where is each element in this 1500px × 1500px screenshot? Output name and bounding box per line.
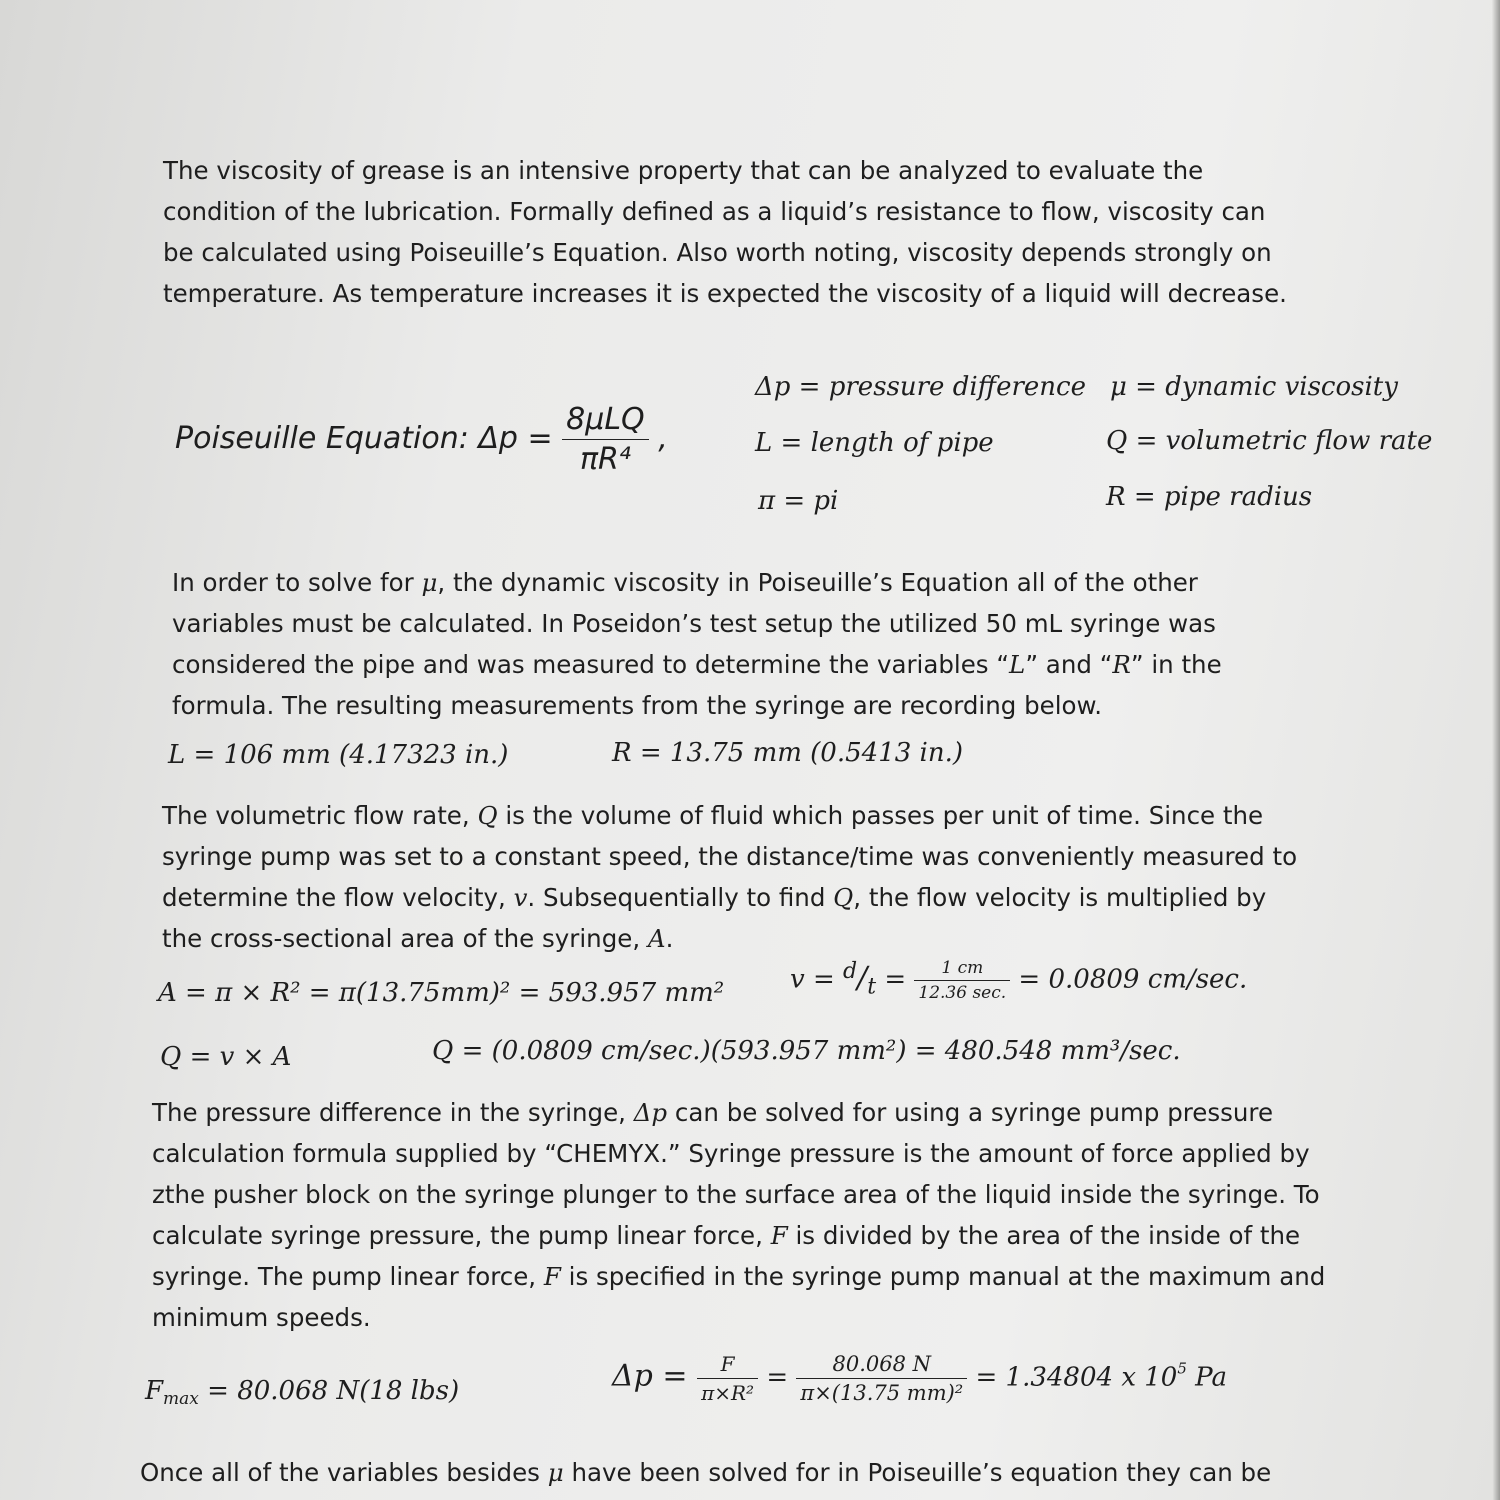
closing-paragraph: Once all of the variables besides μ have been solved for in Poiseuille’s equation they can be bbox=[140, 1458, 1272, 1487]
var-volumetric-flow-rate: Q = volumetric flow rate bbox=[1106, 426, 1433, 456]
poiseuille-denominator: πR⁴ bbox=[579, 442, 631, 477]
velocity-numerator: 1 cm bbox=[914, 958, 1010, 981]
poiseuille-equation bbox=[175, 402, 668, 477]
syringe-measurement-paragraph: In order to solve for μ, the dynamic viscosity in Poiseuille’s Equation all of the other variables must be calculated. In Poseidon’s test setup the utilized 50 mL syringe was considered the pipe and was measured to determine the variables “L” and “R” in the formula. The resulting measurements from the syringe are recording below. bbox=[172, 568, 1222, 720]
velocity-denominator: 12.36 sec. bbox=[918, 983, 1007, 1003]
var-pi: π = pi bbox=[758, 486, 839, 516]
pressure-fraction-numeric: $\frac{80.068 N}{\text{π×(13.75 mm)²}}$ bbox=[796, 1352, 967, 1405]
radius-measurement: R = 13.75 mm (0.5413 in.) bbox=[612, 738, 964, 768]
poiseuille-numerator: 8μLQ bbox=[562, 402, 649, 440]
poiseuille-label: Poiseuille Equation: Δp = bbox=[175, 421, 563, 456]
fmax-value: $F_{max} = 80.068$ N(18 lbs) bbox=[145, 1376, 460, 1409]
var-pressure-difference: Δp = pressure difference bbox=[755, 372, 1086, 402]
flow-rate-paragraph: The volumetric flow rate, Q is the volume of fluid which passes per unit of time. Since the syringe pump was set to a constant speed, the distance/time was conveniently measured to determine the flow velocity, v. Subsequentially to find Q, the flow velocity is multiplied by the cross-sectional area of the syringe, A. bbox=[162, 801, 1298, 953]
velocity-equation: $v = ^d/_t$ = $\frac{1 cm}{12.36 \sec.}$ = 0.0809 cm/sec. bbox=[790, 958, 1248, 1003]
pressure-fraction-symbolic: $\frac{F}{\text{π×R²}}$ bbox=[697, 1352, 758, 1405]
var-pipe-radius: R = pipe radius bbox=[1106, 482, 1313, 512]
velocity-fraction bbox=[914, 958, 1010, 1003]
poiseuille-fraction bbox=[562, 402, 649, 477]
area-equation: A = π × R² = π(13.75mm)² = 593.957 mm² bbox=[158, 978, 725, 1008]
var-dynamic-viscosity: μ = dynamic viscosity bbox=[1110, 372, 1398, 402]
intro-paragraph: The viscosity of grease is an intensive property that can be analyzed to evaluate the condition of the lubrication. Formally defined as a liquid’s resistance to flow, viscosity can be calculated using Poiseuille’s Equation. Also worth noting, viscosity depends strongly on temperature. As temperature increases it is expected the viscosity of a liquid will decrease. bbox=[163, 156, 1287, 308]
flow-rate-definition: Q = v × A bbox=[160, 1042, 292, 1072]
mu-symbol: μ bbox=[421, 568, 438, 597]
poiseuille-comma: , bbox=[658, 421, 668, 456]
flow-rate-calculation: Q = (0.0809 cm/sec.)(593.957 mm²) = 480.548 mm³/sec. bbox=[432, 1036, 1181, 1066]
pressure-paragraph: The pressure difference in the syringe, Δp can be solved for using a syringe pump pressure calculation formula supplied by “CHEMYX.” Syringe pressure is the amount of force applied by zthe pusher block on the syringe plunger to the surface area of the liquid inside the syringe. To calculate syringe pressure, the pump linear force, F is divided by the area of the inside of the syringe. The pump linear force, F is specified in the syringe pump manual at the maximum and minimum speeds. bbox=[152, 1098, 1326, 1332]
pressure-equation: Δp = $\frac{F}{\text{π×R²}}$ = $\frac{80.068 N}{\text{π×(13.75 mm)²}}$ = 1.34804 x $10^5$ Pa bbox=[612, 1352, 1227, 1405]
paper-edge-shadow bbox=[1492, 0, 1500, 1500]
var-length-of-pipe: L = length of pipe bbox=[755, 428, 994, 458]
length-measurement: L = 106 mm (4.17323 in.) bbox=[168, 740, 509, 770]
